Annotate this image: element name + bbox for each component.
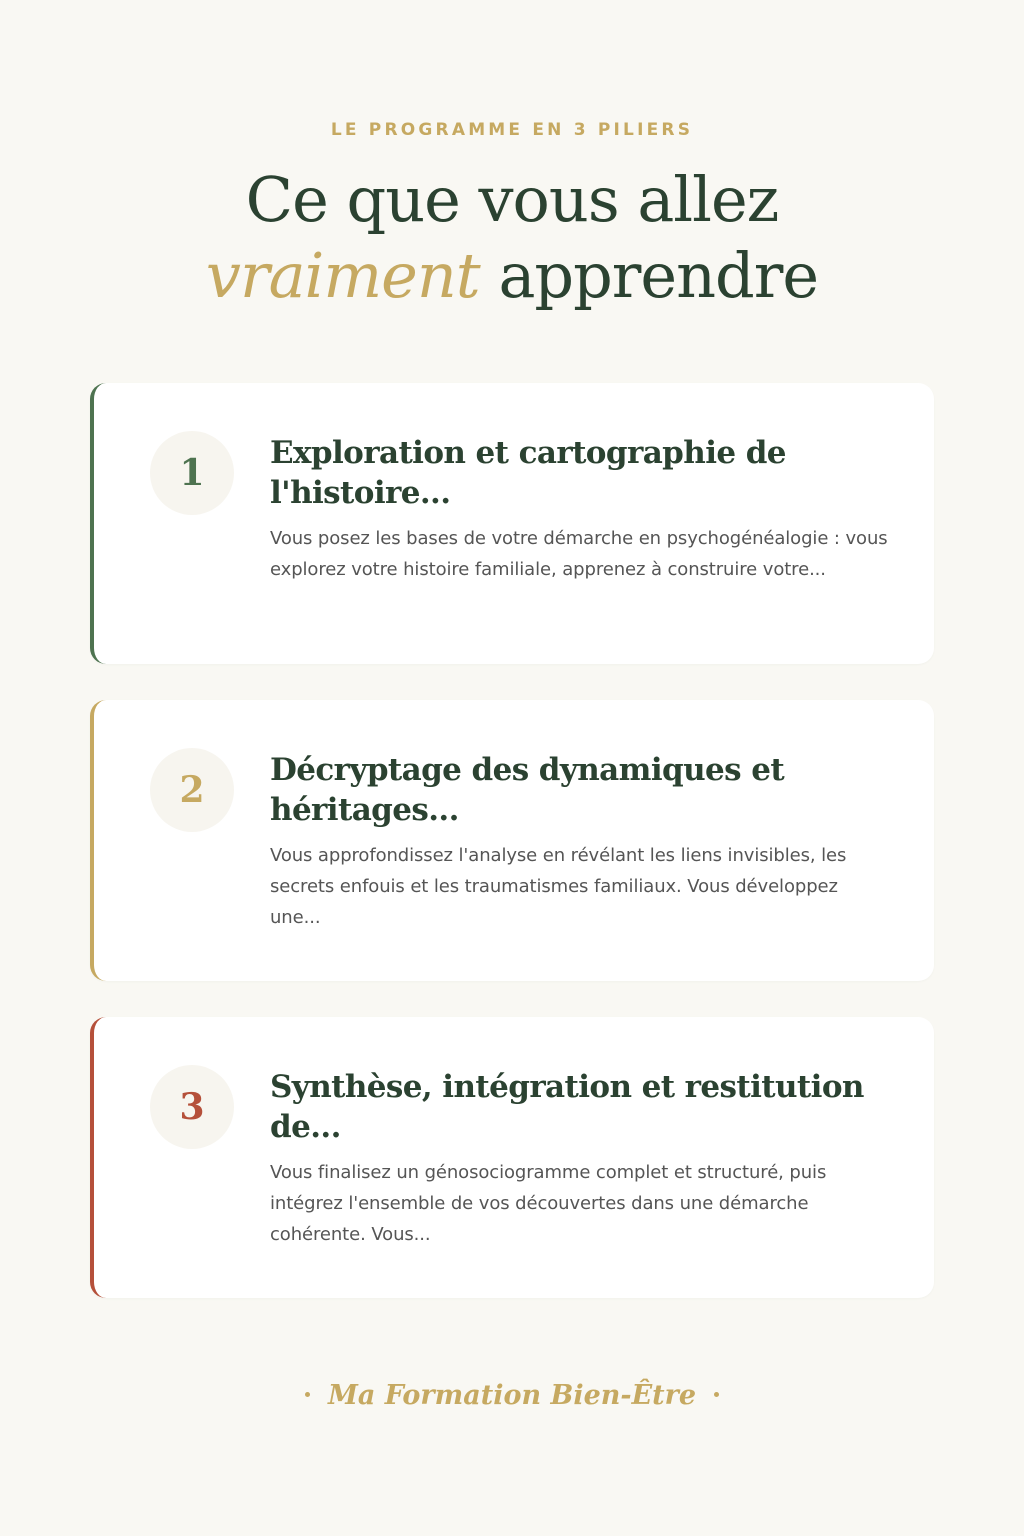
pillar-title: Décryptage des dynamiques et héritages... [270, 752, 785, 828]
dot-icon [714, 1392, 719, 1397]
pillar-title: Exploration et cartographie de l'histoire... [270, 435, 786, 511]
pillar-card-1 [90, 383, 934, 664]
title-line-2 [0, 238, 1024, 314]
pillar-description: Vous finalisez un génosociogramme complet et structuré, puis intégrez l'ensemble de vos découvertes dans une démarche cohérente. Vous... [270, 1162, 827, 1245]
footer-brand [0, 1376, 1024, 1416]
dot-icon [305, 1392, 310, 1397]
pillar-card-2 [90, 700, 934, 981]
pillar-card-3 [90, 1017, 934, 1298]
title-line-2-rest: apprendre [498, 239, 819, 312]
pillar-number-badge: 2 [150, 748, 234, 832]
brand-name: Ma Formation Bien-Être [327, 1380, 697, 1411]
pillar-description: Vous approfondissez l'analyse en révélant les liens invisibles, les secrets enfouis et les traumatismes familiaux. Vous développez une... [270, 845, 847, 928]
title-line-1: Ce que vous allez [245, 163, 779, 236]
pillar-description: Vous posez les bases de votre démarche en psychogénéalogie : vous explorez votre histoire familiale, apprenez à construire votre... [270, 528, 888, 580]
pillar-number-badge: 1 [150, 431, 234, 515]
title-accent-word: vraiment [205, 239, 480, 312]
section-eyebrow: LE PROGRAMME EN 3 PILIERS [330, 120, 694, 140]
section-title [0, 162, 1024, 314]
pillar-number-badge: 3 [150, 1065, 234, 1149]
pillar-title: Synthèse, intégration et restitution de... [270, 1069, 864, 1145]
